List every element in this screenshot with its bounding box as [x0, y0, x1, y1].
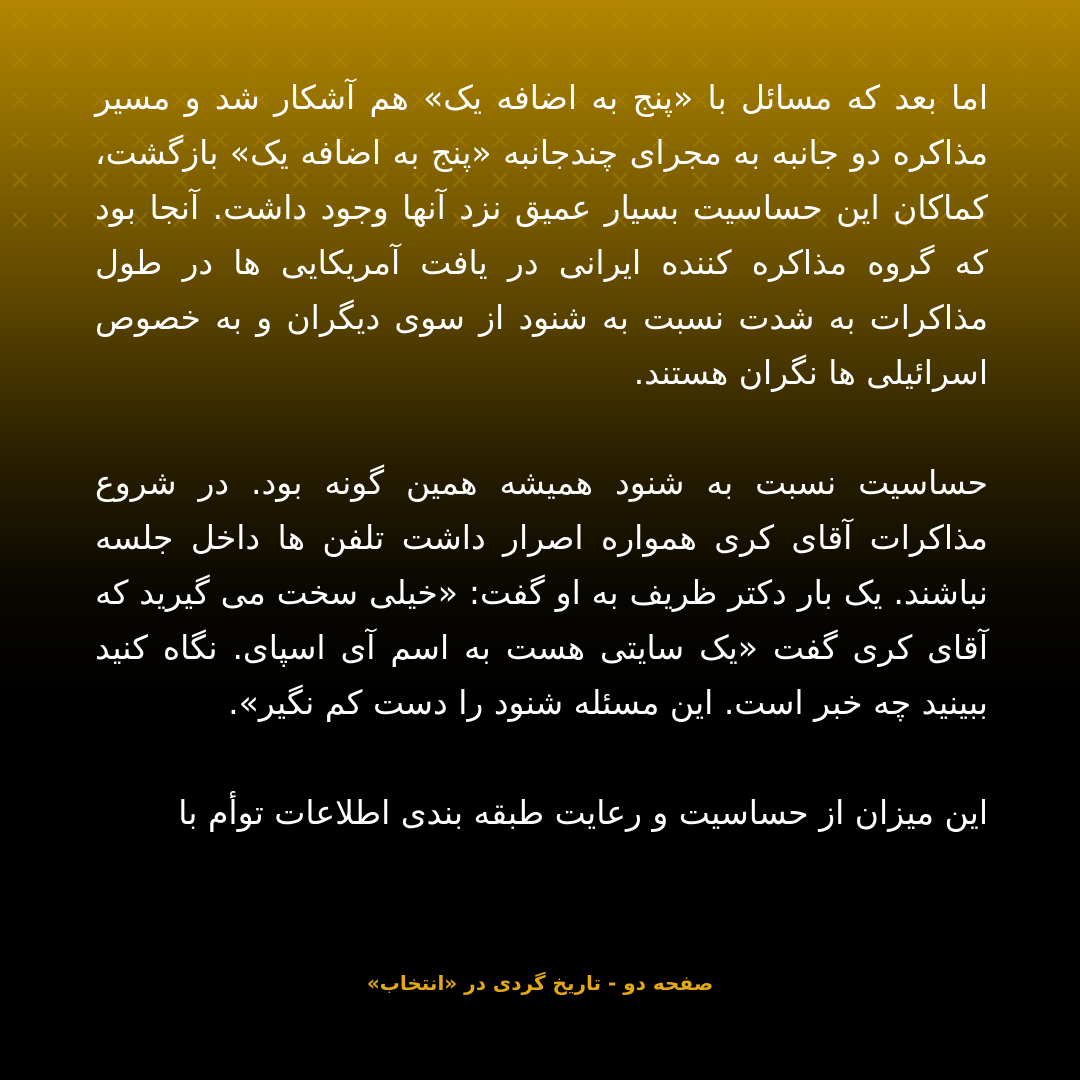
pattern-mark [13, 93, 27, 107]
pattern-mark [13, 53, 27, 67]
pattern-mark [893, 53, 907, 67]
paragraph-3: این میزان از حساسیت و رعایت طبقه بندی اطلاعات توأم با [178, 793, 988, 832]
pattern-mark [53, 173, 67, 187]
pattern-mark [1013, 13, 1027, 27]
pattern-mark [93, 53, 107, 67]
pattern-mark [533, 53, 547, 67]
pattern-mark [1053, 93, 1067, 107]
pattern-mark [53, 53, 67, 67]
pattern-mark [733, 53, 747, 67]
pattern-mark [13, 133, 27, 147]
pattern-mark [653, 13, 667, 27]
pattern-mark [413, 13, 427, 27]
pattern-mark [333, 53, 347, 67]
pattern-mark [13, 13, 27, 27]
pattern-mark [733, 13, 747, 27]
pattern-mark [613, 13, 627, 27]
pattern-mark [1013, 213, 1027, 227]
pattern-mark [1013, 53, 1027, 67]
pattern-mark [213, 53, 227, 67]
pattern-mark [453, 53, 467, 67]
pattern-mark [173, 53, 187, 67]
pattern-mark [1013, 93, 1027, 107]
pattern-mark [933, 53, 947, 67]
pattern-mark [693, 53, 707, 67]
pattern-mark [1013, 133, 1027, 147]
pattern-mark [813, 53, 827, 67]
pattern-mark [533, 13, 547, 27]
pattern-mark [413, 53, 427, 67]
pattern-mark [693, 13, 707, 27]
pattern-mark [853, 13, 867, 27]
pattern-mark [773, 13, 787, 27]
pattern-mark [973, 13, 987, 27]
pattern-mark [13, 173, 27, 187]
pattern-mark [53, 133, 67, 147]
pattern-mark [53, 213, 67, 227]
pattern-mark [13, 213, 27, 227]
pattern-mark [1053, 133, 1067, 147]
pattern-mark [253, 53, 267, 67]
pattern-mark [53, 13, 67, 27]
pattern-mark [93, 13, 107, 27]
pattern-mark [1053, 13, 1067, 27]
pattern-mark [973, 53, 987, 67]
pattern-mark [813, 13, 827, 27]
pattern-mark [773, 53, 787, 67]
pattern-mark [373, 53, 387, 67]
pattern-mark [493, 13, 507, 27]
pattern-mark [493, 53, 507, 67]
pattern-mark [173, 13, 187, 27]
pattern-mark [293, 53, 307, 67]
pattern-mark [893, 13, 907, 27]
pattern-mark [1013, 173, 1027, 187]
pattern-mark [253, 13, 267, 27]
pattern-mark [933, 13, 947, 27]
pattern-mark [293, 13, 307, 27]
pattern-mark [573, 53, 587, 67]
pattern-mark [1053, 213, 1067, 227]
pattern-mark [133, 53, 147, 67]
pattern-mark [653, 53, 667, 67]
pattern-mark [333, 13, 347, 27]
pattern-mark [373, 13, 387, 27]
article-text [95, 70, 988, 840]
paragraph-1: اما بعد که مسائل با «پنج به اضافه یک» هم آشکار شد و مسیر مذاکره دو جانبه به مجرای چندجانبه «پنج به اضافه یک» بازگشت، کماکان این حساسیت بسیار عمیق نزد آنها وجود داشت. آنجا بود که گروه مذاکره کننده ایرانی در یافت آمریکایی ها در طول مذاکرات به شدت نسبت به شنود از سوی دیگران و به خصوص اسرائیلی ها نگران هستند. [95, 78, 988, 392]
pattern-mark [1053, 173, 1067, 187]
pattern-mark [613, 53, 627, 67]
pattern-mark [53, 93, 67, 107]
pattern-mark [453, 13, 467, 27]
pattern-mark [213, 13, 227, 27]
pattern-mark [1053, 53, 1067, 67]
pattern-mark [853, 53, 867, 67]
page-caption: صفحه دو - تاریخ گردی در «انتخاب» [366, 971, 714, 995]
paragraph-2: حساسیت نسبت به شنود همیشه همین گونه بود. در شروع مذاکرات آقای کری همواره اصرار داشت تلفن ها داخل جلسه نباشند. یک بار دکتر ظریف به او گفت: «خیلی سخت می گیرید که آقای کری گفت «یک سایتی هست به اسم آی اسپای. نگاه کنید ببینید چه خبر است. این مسئله شنود را دست کم نگیر». [95, 463, 988, 722]
pattern-mark [133, 13, 147, 27]
pattern-mark [573, 13, 587, 27]
